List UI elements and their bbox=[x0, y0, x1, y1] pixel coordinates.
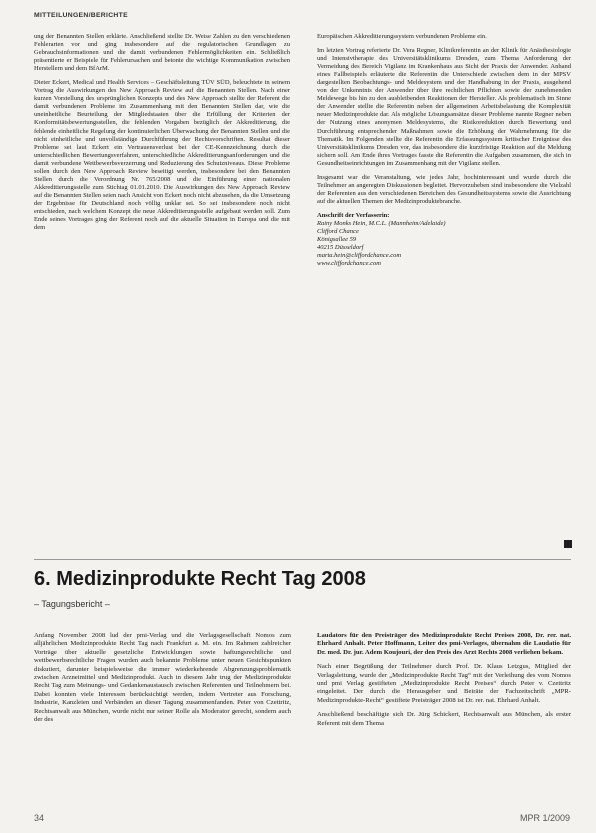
author-line: Königsallee 59 bbox=[317, 236, 357, 244]
paragraph: Insgesamt war die Veranstaltung, wie jedes Jahr, hochinteressant und wurde durch die Teilnehmer an angeregten Diskussionen begleitet. Hervorzuheben sind insbesondere die Vielzahl der Referenten aus den verschiedenen Bereichen des Gesundheitssystems sowie die Ausrichtung auf die aktuellen Themen der Medizinproduktebranche. bbox=[317, 173, 571, 205]
page-number: 34 bbox=[34, 813, 45, 823]
paragraph: Europäischen Akkreditierungssystem verbundenen Probleme ein. bbox=[317, 33, 487, 40]
author-line: Clifford Chance bbox=[317, 228, 359, 236]
article-subtitle: – Tagungsbericht – bbox=[34, 599, 110, 609]
paragraph: ung der Benannten Stellen erklärte. Anschließend stellte Dr. Weise Zahlen zu den verschiedenen Fehlerarten vor und ging insbesondere auf die regulatorischen Grundlagen zu Gebrauchsinformationen und die damit verbundenen Fehlermöglichkeiten ein. Schließlich präsentierte er Beispiele für Fehlerursachen und betonte die wichtige Kommunikation zwischen Herstellern und dem BfArM. bbox=[34, 33, 290, 73]
article-divider bbox=[34, 559, 571, 560]
article2-column-right bbox=[317, 632, 571, 804]
author-line: Rainy Monks Hein, M.C.L. (Mannheim/Adelaide) bbox=[317, 219, 446, 227]
author-email: marta.hein@cliffordchance.com bbox=[317, 252, 402, 260]
paragraph: Im letzten Vortrag referierte Dr. Vera Regner, Klinikreferentin an der Klinik für Anästhesiologie und Intensivtherapie des Universitätsklinikums Dresden, zum Thema Anforderung der Vermeidung des Bereich Vigilanz im Krankenhaus aus Sicht der Praxis der Anwender. Anhand eines Fallbeispiels erläuterte die Referentin die Unterschiede zwischen dem in der MPSV dargestellten Beobachtungs- und Meldesystem und der Handhabung in der Praxis, ausgehend von der Unkenntnis der Anwender über ihre rechtlichen Pflichten sowie der zunehmenden Meldewege bis hin zu den ausbleibenden Reaktionen der Hersteller. Als problematisch im Sinne der Anwender stellte die Referentin neben der allgemeinen Arbeitsbelastung die Komplexität neuer Medizinprodukte dar. Als mögliche Lösungsansätze dieser Probleme nannte Regner neben der Nutzung eines anonymen Meldesystems, die Risikoreduktion durch Bewertung und Durchführung entsprechender Maßnahmen sowie die Erhöhung der Wahrnehmung für die Thematik. Im Folgenden stellte die Referentin die Erfassungssystem kritischer Ereignisse des Universitätsklinikums Dresden vor, das insbesondere die kurzfristige Reaktion auf die Meldung sichern soll. Am Ende ihres Vortrages fasste die Referentin die Aufgaben zusammen, die sich in Gesundheitseinrichtungen im Zusammenhang mit der Vigilanz stellen. bbox=[317, 47, 571, 167]
article-end-marker bbox=[564, 540, 572, 548]
paragraph: Anschließend beschäftigte sich Dr. Jürg Schickert, Rechtsanwalt aus München, als erster Referent mit dem Thema bbox=[317, 711, 571, 727]
author-address-heading: Anschrift der Verfasserin: bbox=[317, 211, 390, 219]
author-line: 40215 Düsseldorf bbox=[317, 244, 364, 252]
author-address bbox=[317, 212, 571, 268]
author-website: www.cliffordchance.com bbox=[317, 260, 381, 268]
article1-column-right bbox=[317, 33, 571, 561]
section-tag: MITTEILUNGEN/BERICHTE bbox=[34, 12, 128, 19]
paragraph: Nach einer Begrüßung der Teilnehmer durch Prof. Dr. Klaus Letzgus, Mitglied der Verlagsleitung, wurde der „Medizinprodukte Recht Tag“ mit der Verleihung des vom Nomos und pmi Verlag gestifteten „Medizinprodukte Recht Preises“ durch Peter v. Czettritz eingeleitet. Der durch die Herausgeber und Beiräte der Fachzeitschrift „MPR-Medizinprodukte-Recht“ gestiftete Preisträger 2008 ist Dr. rer. nat. Ehrhard Anhalt. bbox=[317, 663, 571, 704]
article2-column-left bbox=[34, 632, 291, 804]
paragraph: Dieter Eckert, Medical und Health Services – Geschäftsleitung TÜV SÜD, beleuchtete in seinem Vortrag die Auswirkungen des New Approach Review auf die Benannten Stellen. Nach einer kurzen Vorstellung des ursprünglichen Konzepts und des New Approach stellte der Referent die damit verbundenen Probleme im Zusammenhang mit den Benannten Stellen dar, wie die uneinheitliche Beurteilung der Mitgliedstaaten über die Erfüllung der Kriterien der Konformitätsbewertungsstellen, die fehlenden Vorgaben bezüglich der Akkreditierung, die fehlende einheitliche Regelung der kontinuierlichen Überwachung der Benannten Stellen und die nicht einheitliche und unvollständige Durchführung der Rechtsvorschriften. Resultat dieser Probleme sei laut Eckert ein Vertrauensverlust bei der CE-Kennzeichnung durch die unterschiedlichen Bewertungsverfahren, unterschiedliche Akkreditierungsanforderungen und die damit verbundene Wettbewerbsverzerrung und Reduzierung des Schutzniveaus. Diese Probleme sollen durch den New Approach Review beseitigt werden, insbesondere bei den Benannten Stellen durch die Verordnung Nr. 765/2008 und die Einführung einer nationalen Akkreditierungsstelle zum Stichtag 01.01.2010. Die Auswirkungen des New Approach Review auf die Benannten Stellen seien nach Ansicht von Eckert noch nicht abzusehen, da die Umsetzung der Ergebnisse für Deutschland noch völlig unklar sei. So sei insbesondere noch nicht entschieden, nach welchem Konzept die neue Akkreditierungsstelle aufgebaut werden soll. Zum Ende seines Vortrages ging der Referent noch auf die aktuelle Situation in Europa und die mit dem bbox=[34, 79, 290, 232]
paragraph: Anfang November 2008 lud der pmi-Verlag und die Verlagsgesellschaft Nomos zum alljährlichen Medizinprodukte Recht Tag nach Frankfurt a. M. ein. Im Rahmen zahlreicher Vorträge über aktuelle gesetzliche Entwicklungen sowie haftungsrechtliche und wettbewerbsrechtliche Fragen wurden auch bekannte Probleme unter neuen Gesichtspunkten diskutiert, darunter beispielsweise die immer wiederkehrende Abgrenzungsproblematik zwischen Arzneimittel und Medizinprodukt. Auch in diesem Jahr trug der Medizinprodukte Recht Tag zum Meinungs- und Gedankenaustausch zwischen Referenten und Teilnehmern bei. Dabei konnten viele Interessen berücksichtigt werden, indem Vertreter aus Forschung, Industrie, Kanzleien und Verbänden an dieser Tagung zusammenfanden. Peter von Czettritz, Rechtsanwalt aus München, wurde nicht nur seiner Rolle als Moderator gerecht, sondern auch der des bbox=[34, 632, 291, 724]
paragraph-bold: Laudators für den Preisträger des Medizinprodukte Recht Preises 2008, Dr. rer. nat. Ehrhard Anhalt. Peter Hoffmann, Leiter des pmi-Verlages, übernahm die Laudatio für Dr. med. Dr. jur. Adem Koujouri, der den Preis des Arzt Rechts 2008 verliehen bekam. bbox=[317, 632, 571, 656]
article1-column-left bbox=[34, 33, 290, 561]
article-title: 6. Medizinprodukte Recht Tag 2008 bbox=[34, 568, 366, 590]
journal-issue: MPR 1/2009 bbox=[519, 813, 570, 823]
